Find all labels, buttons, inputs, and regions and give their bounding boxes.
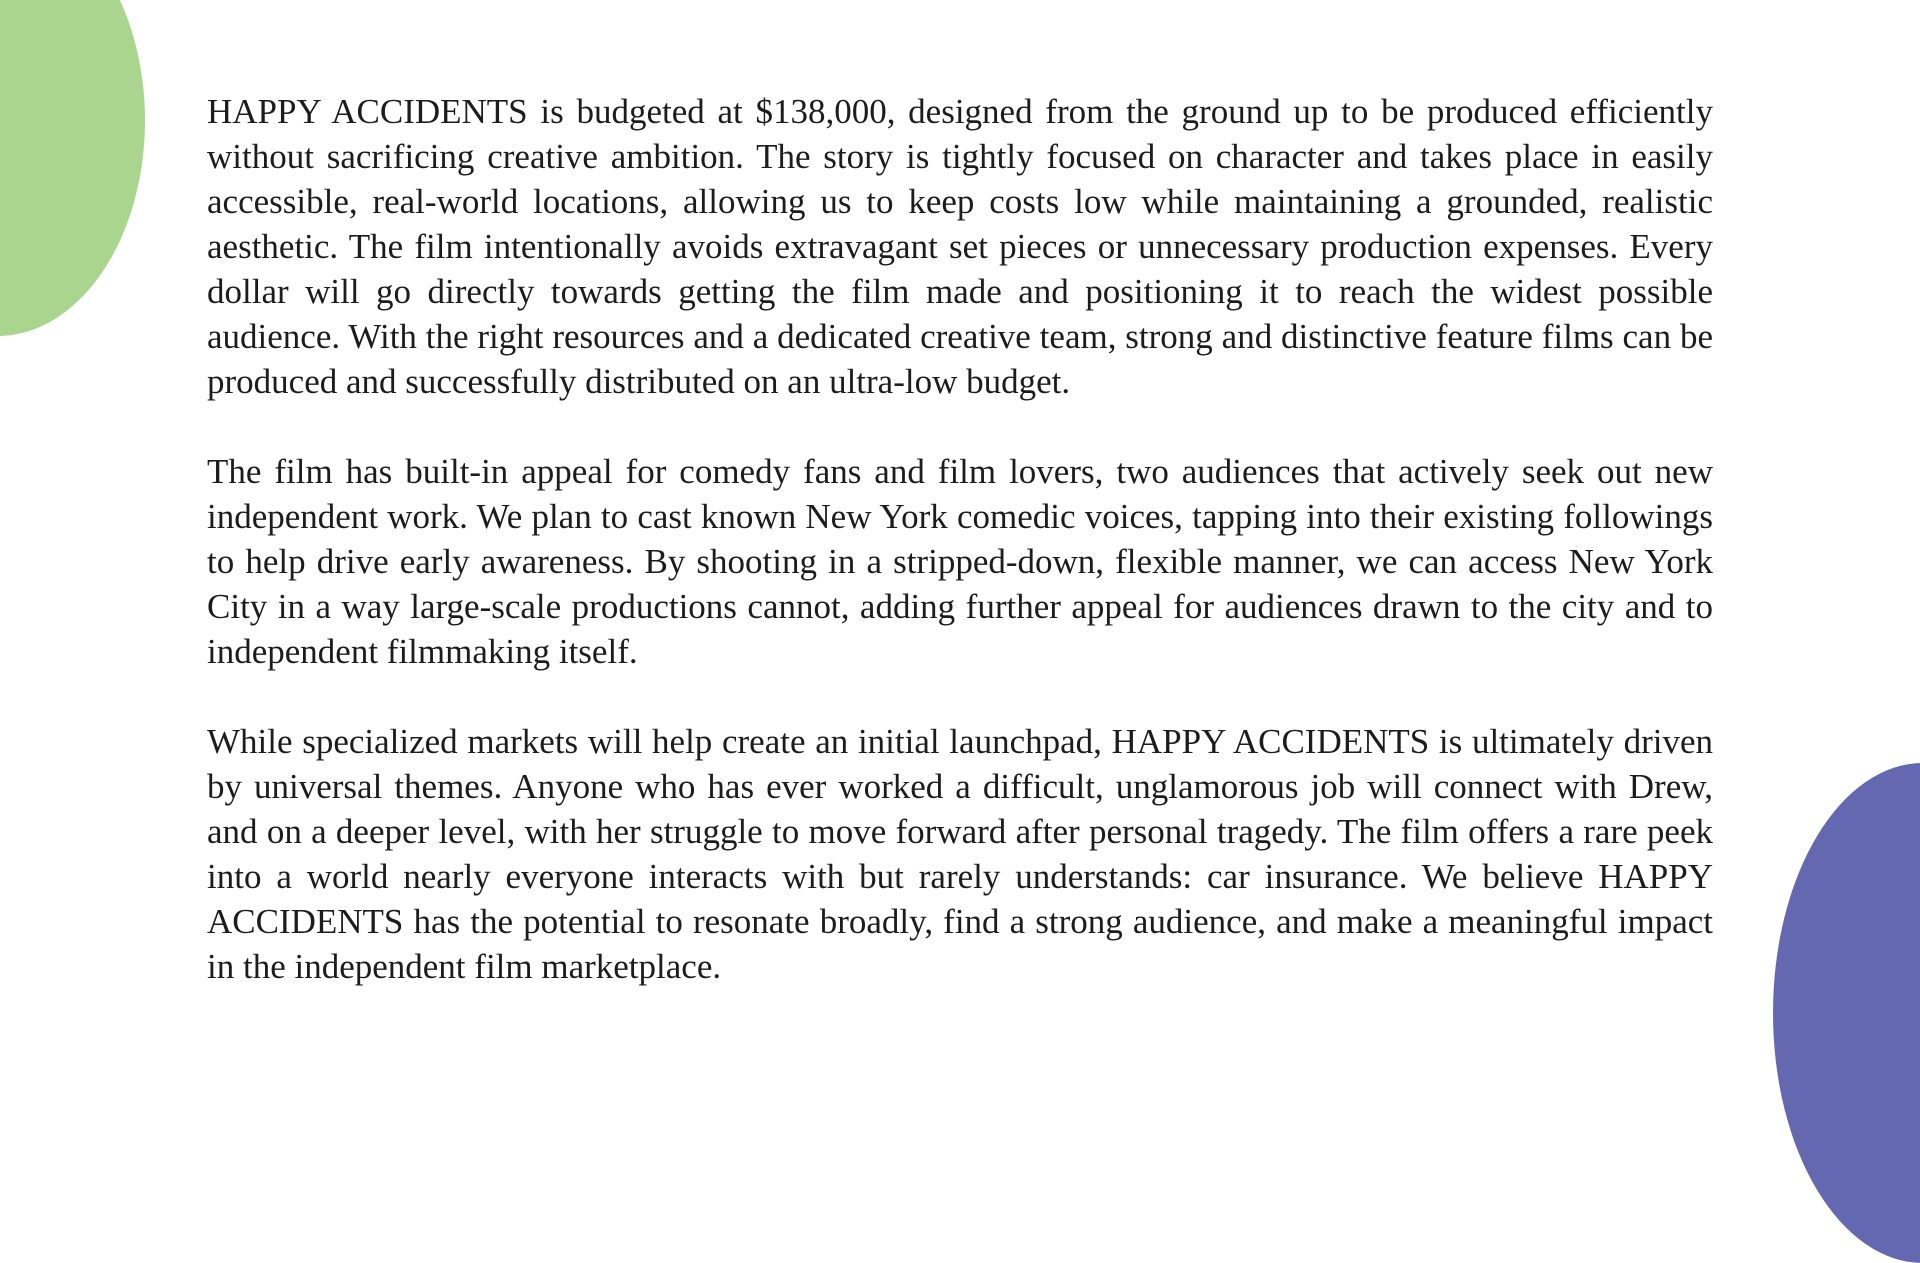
paragraph-audience: The film has built-in appeal for comedy fans and film lovers, two audiences that actively seek out new independent work. We plan to cast known New York comedic voices, tapping into their existing followings to help drive early awareness. By shooting in a stripped-down, flexible manner, we can access New York City in a way large-scale productions cannot, adding further appeal for audiences drawn to the city and to independent filmmaking itself.	[207, 452, 1713, 671]
paragraph-themes: While specialized markets will help create an initial launchpad, HAPPY ACCIDENTS is ultimately driven by universal themes. Anyone who has ever worked a difficult, unglamorous job will connect with Drew, and on a deeper level, with her struggle to move forward after personal tragedy. The film offers a rare peek into a world nearly everyone interacts with but rarely understands: car insurance. We believe HAPPY ACCIDENTS has the potential to resonate broadly, find a strong audience, and make a meaningful impact in the independent film marketplace.	[207, 722, 1713, 986]
paragraph-budget: HAPPY ACCIDENTS is budgeted at $138,000, designed from the ground up to be produced efficiently without sacrificing creative ambition. The story is tightly focused on character and takes place in easily accessible, real-world locations, allowing us to keep costs low while maintaining a grounded, realistic aesthetic. The film intentionally avoids extravagant set pieces or unnecessary production expenses. Every dollar will go directly towards getting the film made and positioning it to reach the widest possible audience. With the right resources and a dedicated creative team, strong and distinctive feature films can be produced and successfully distributed on an ultra-low budget.	[207, 92, 1713, 401]
document-body	[207, 89, 1713, 1034]
purple-decorative-shape	[1773, 763, 1920, 1263]
green-decorative-shape	[0, 0, 145, 336]
